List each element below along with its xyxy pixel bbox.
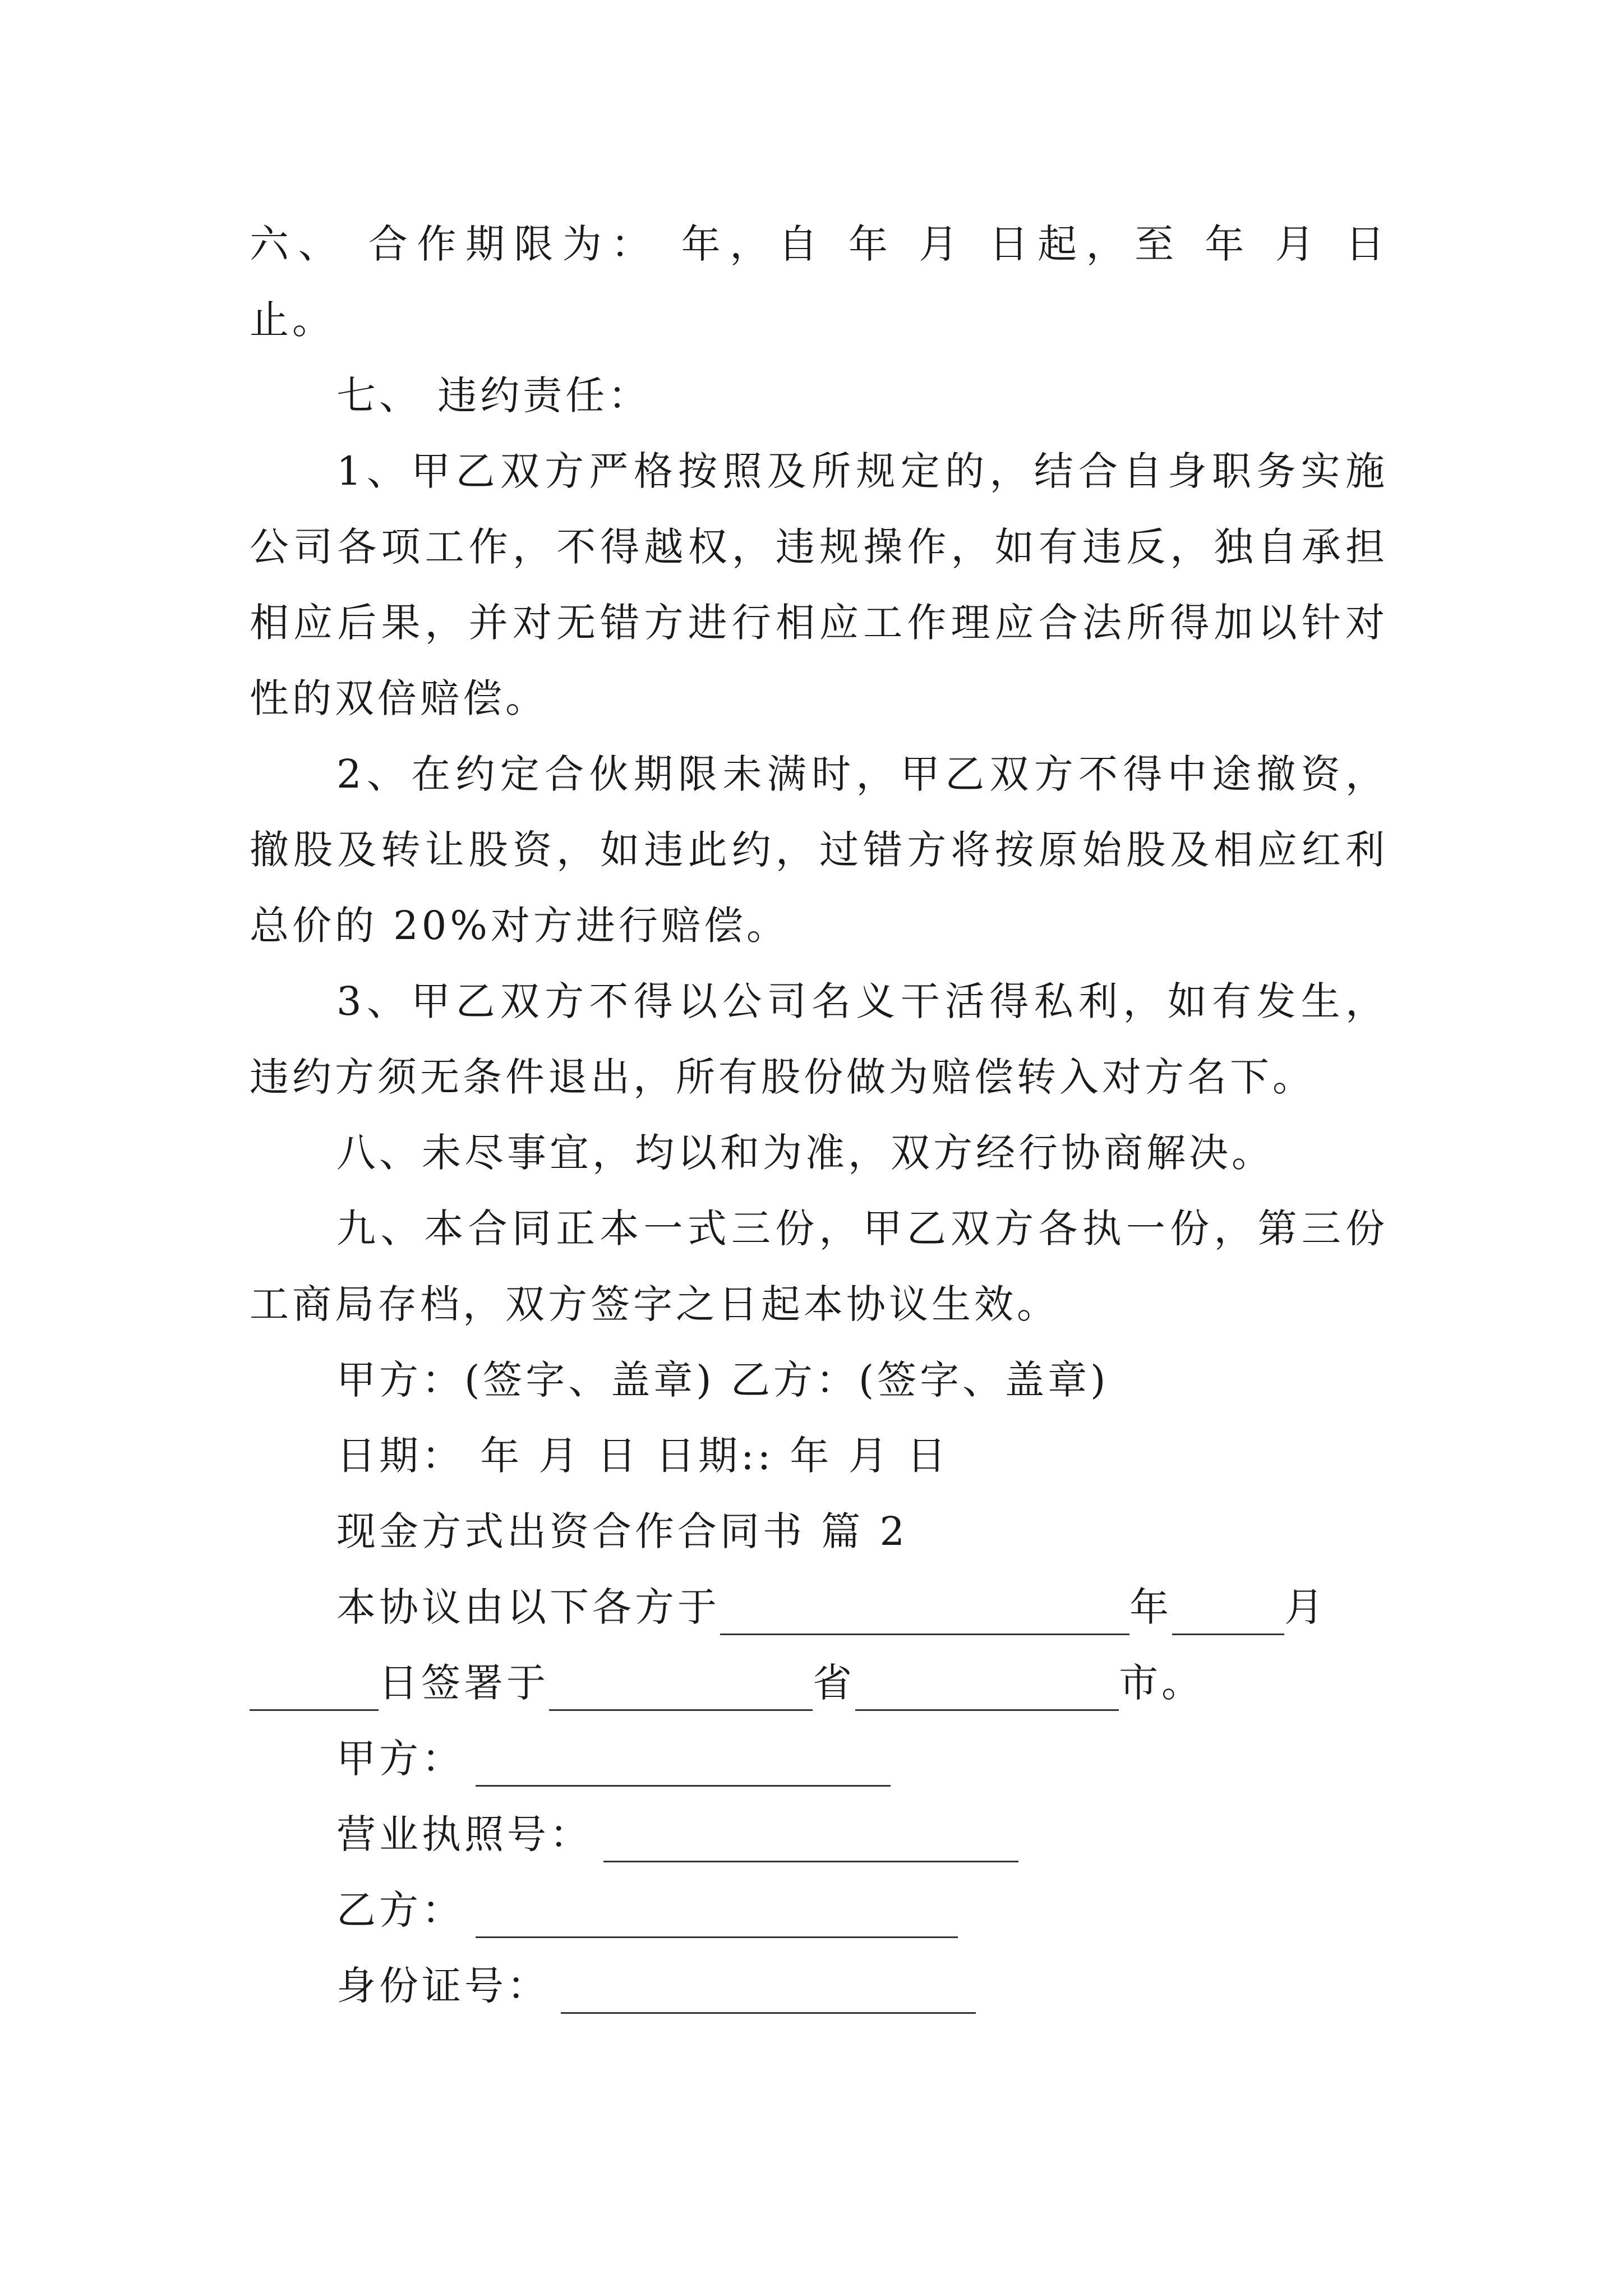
id-field xyxy=(336,1958,1475,2014)
clause-seven-heading: 七、 违约责任： xyxy=(336,372,651,418)
signature-parties-line: 甲方：(签字、盖章) 乙方：(签字、盖章) xyxy=(336,1357,1109,1403)
clause-eight: 八、未尽事宜，均以和为准，双方经行协商解决。 xyxy=(336,1130,1274,1176)
license-label: 营业执照号： xyxy=(336,1811,592,1857)
party-a-blank[interactable] xyxy=(476,1740,891,1787)
agreement-intro-text: 本协议由以下各方于 xyxy=(336,1584,720,1630)
id-label: 身份证号： xyxy=(336,1963,550,2009)
party-a-label: 甲方： xyxy=(336,1736,464,1782)
province-label: 省 xyxy=(813,1660,855,1706)
month-blank[interactable] xyxy=(1172,1589,1284,1635)
year-label: 年 xyxy=(1129,1584,1172,1630)
license-field xyxy=(336,1806,1475,1862)
city-blank[interactable] xyxy=(855,1664,1119,1711)
clause-nine-line1: 九、本合同正本一式三份，甲乙双方各执一份，第三份 xyxy=(336,1205,1388,1251)
agreement-place-line xyxy=(250,1655,1388,1711)
clause-six-line-1: 六、 合作期限为： 年，自 年 月 日起，至 年 月 日 xyxy=(250,221,1388,267)
license-blank[interactable] xyxy=(603,1816,1018,1862)
party-b-blank[interactable] xyxy=(476,1892,958,1938)
agreement-date-line xyxy=(336,1579,1388,1635)
clause-seven-item3-line2: 违约方须无条件退出，所有股份做为赔偿转入对方名下。 xyxy=(250,1054,1315,1100)
clause-seven-item1-line3: 相应后果，并对无错方进行相应工作理应合法所得加以针对 xyxy=(250,600,1388,646)
day-signed-label: 日签署于 xyxy=(379,1660,549,1706)
year-blank[interactable] xyxy=(720,1589,1129,1635)
clause-seven-item1-line4: 性的双倍赔偿。 xyxy=(250,675,548,721)
id-blank[interactable] xyxy=(561,1967,976,2014)
clause-seven-item2-line3: 总价的 20%对方进行赔偿。 xyxy=(250,903,789,949)
day-blank[interactable] xyxy=(250,1664,379,1711)
clause-six-line-2: 止。 xyxy=(250,297,335,343)
province-blank[interactable] xyxy=(549,1664,813,1711)
clause-seven-item2-line1: 2、在约定合伙期限未满时，甲乙双方不得中途撤资， xyxy=(336,751,1388,797)
month-label: 月 xyxy=(1284,1584,1327,1630)
clause-seven-item1-line2: 公司各项工作，不得越权，违规操作，如有违反，独自承担 xyxy=(250,524,1388,570)
party-a-field xyxy=(336,1731,1475,1787)
signature-date-line: 日期： 年 月 日 日期:: 年 月 日 xyxy=(336,1433,949,1479)
clause-seven-item1-line1: 1、甲乙双方严格按照及所规定的，结合自身职务实施 xyxy=(336,448,1388,494)
clause-seven-item2-line2: 撤股及转让股资，如违此约，过错方将按原始股及相应红利 xyxy=(250,827,1388,873)
party-b-label: 乙方： xyxy=(336,1887,464,1933)
clause-seven-item3-line1: 3、甲乙双方不得以公司名义干活得私利，如有发生， xyxy=(336,978,1388,1024)
party-b-field xyxy=(336,1882,1475,1938)
clause-nine-line2: 工商局存档，双方签字之日起本协议生效。 xyxy=(250,1281,1059,1327)
section-heading-part2: 现金方式出资合作合同书 篇 2 xyxy=(336,1508,909,1554)
city-label: 市。 xyxy=(1119,1660,1204,1706)
